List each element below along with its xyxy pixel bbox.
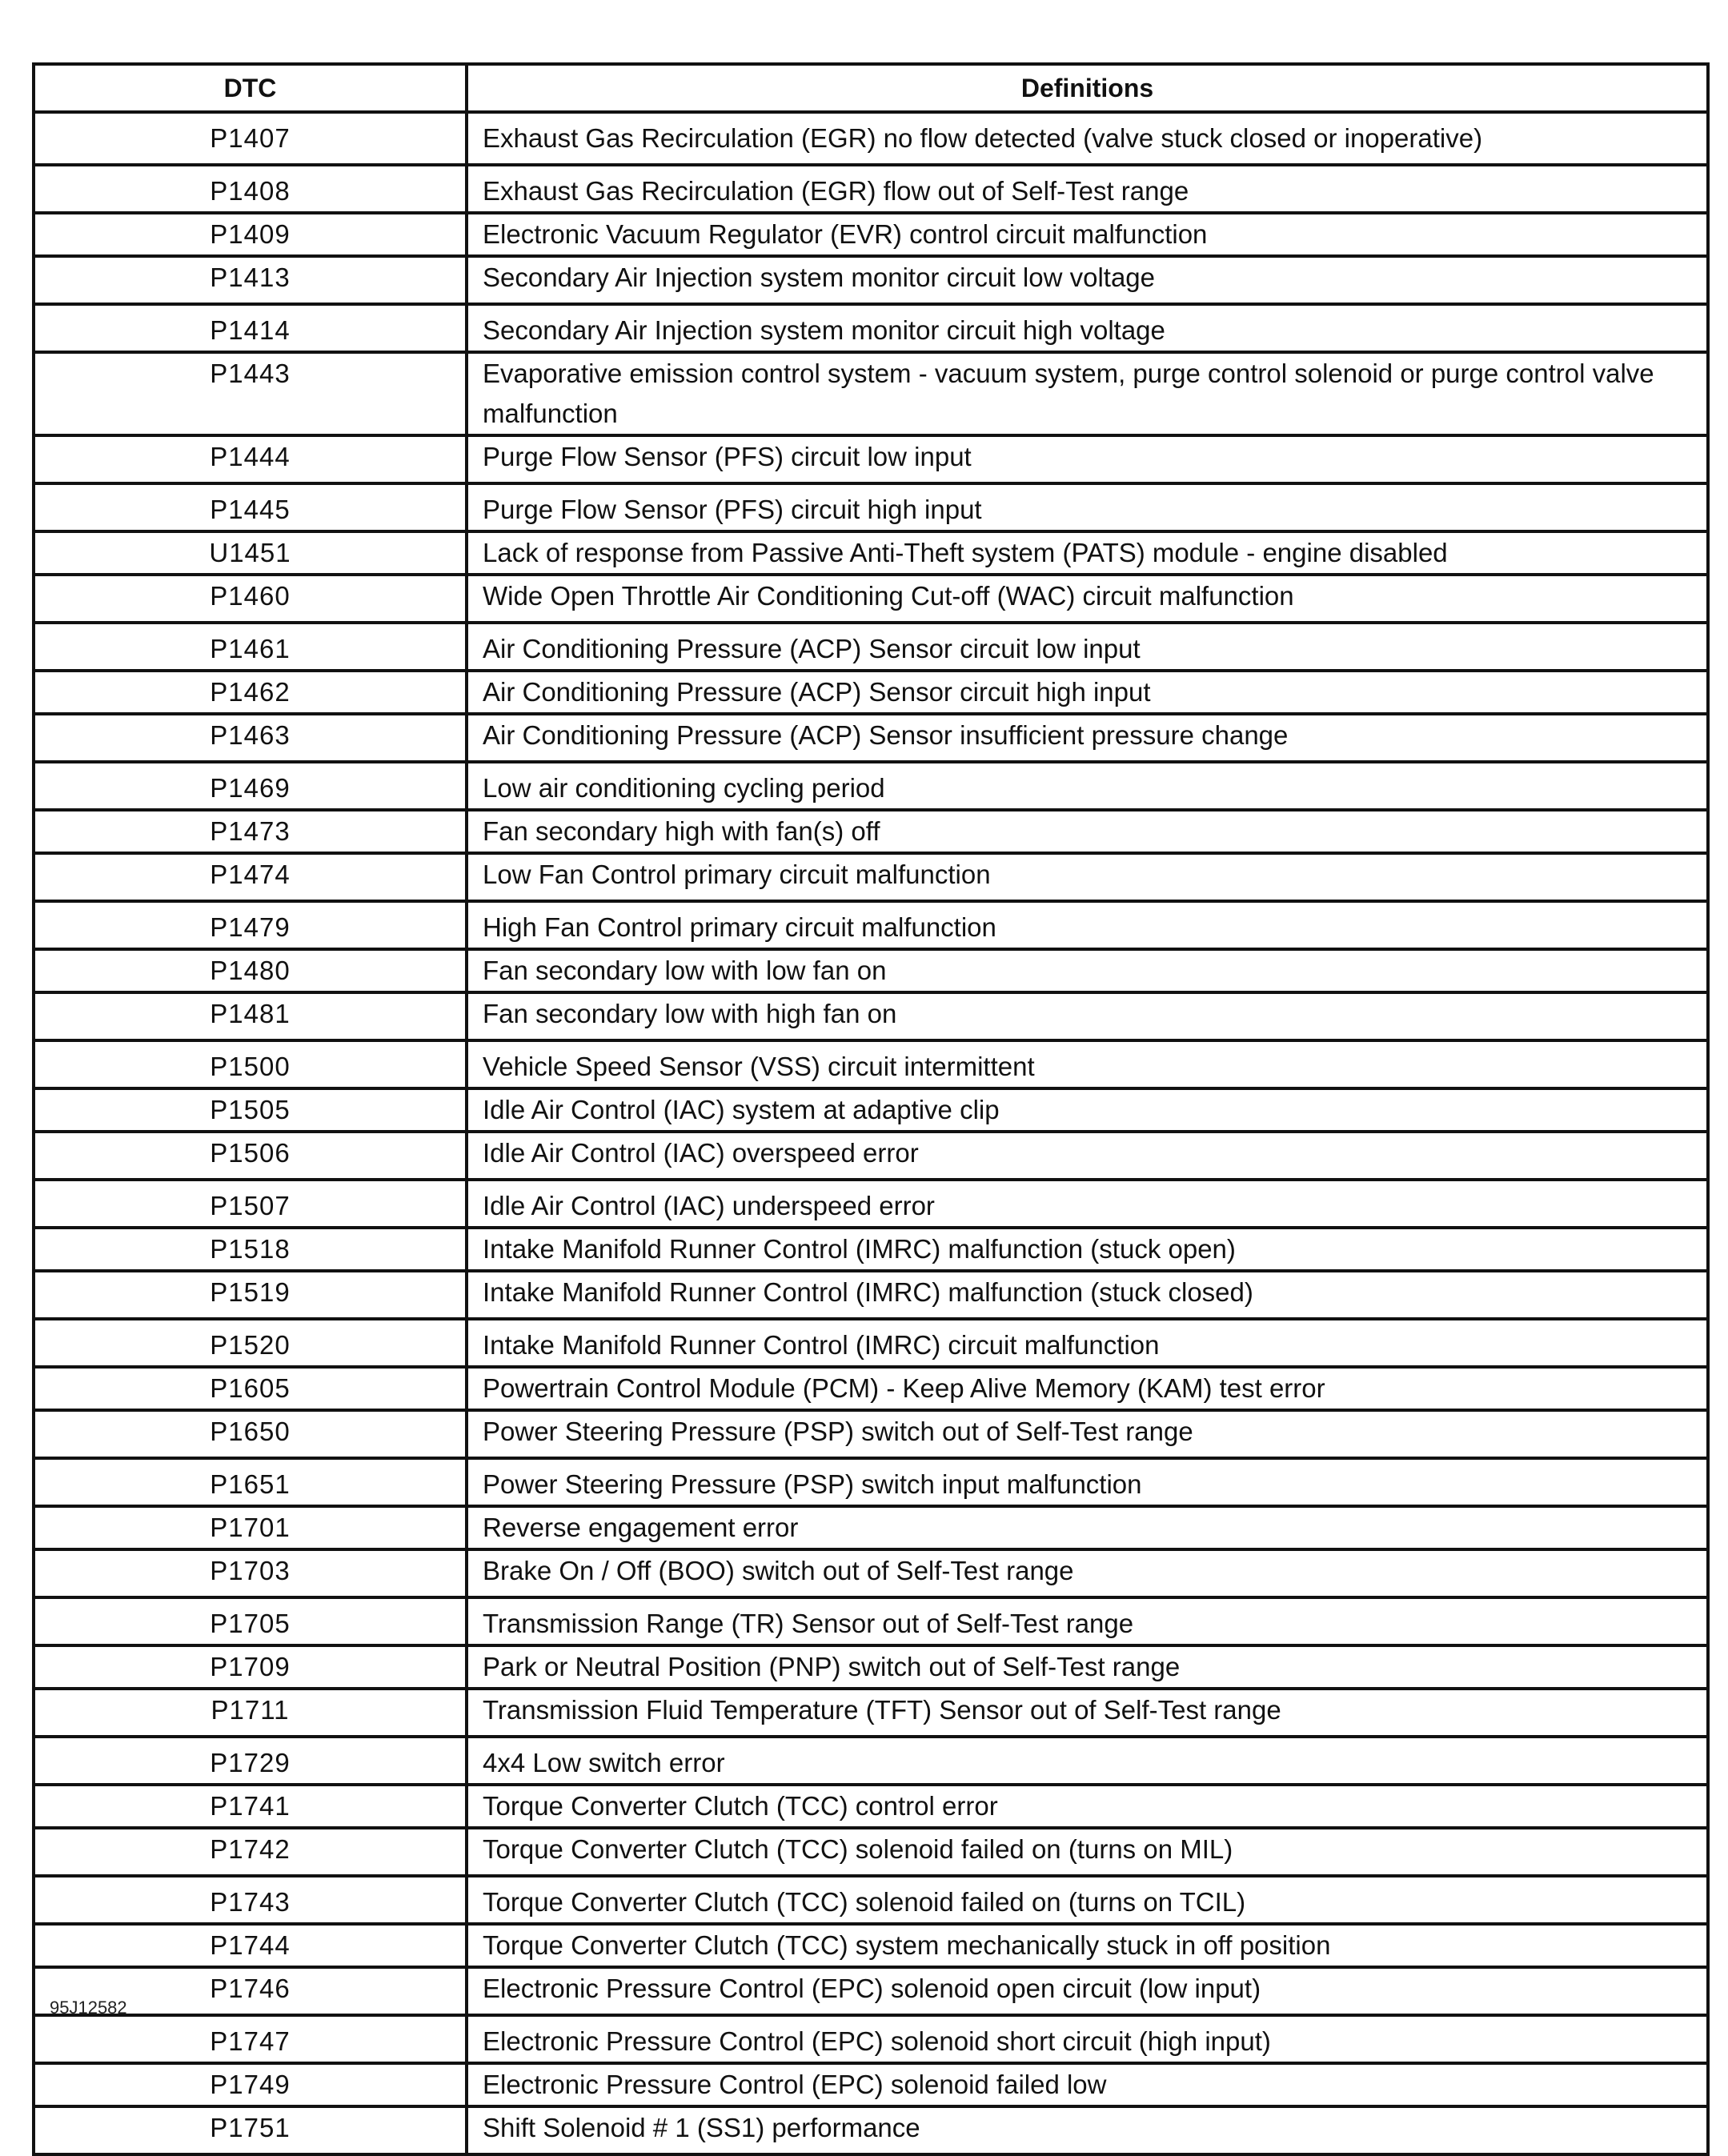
dtc-definition: Air Conditioning Pressure (ACP) Sensor circuit high input [467, 671, 1708, 714]
row-group [34, 304, 1708, 483]
table-row [34, 1132, 1708, 1180]
dtc-code: P1749 [34, 2063, 467, 2106]
dtc-code: U1451 [34, 531, 467, 575]
dtc-code: P1445 [34, 483, 467, 531]
table-row [34, 213, 1708, 256]
dtc-definition: Electronic Pressure Control (EPC) solenoid failed low [467, 2063, 1708, 2106]
table-row [34, 483, 1708, 531]
dtc-code: P1473 [34, 810, 467, 853]
dtc-definition: Torque Converter Clutch (TCC) solenoid failed on (turns on MIL) [467, 1828, 1708, 1876]
table-row [34, 1645, 1708, 1689]
dtc-definition: Torque Converter Clutch (TCC) system mechanically stuck in off position [467, 1924, 1708, 1967]
dtc-definition: Power Steering Pressure (PSP) switch out of Self-Test range [467, 1410, 1708, 1458]
table-row [34, 1228, 1708, 1271]
dtc-code: P1414 [34, 304, 467, 352]
dtc-definition: Idle Air Control (IAC) underspeed error [467, 1180, 1708, 1228]
table-row [34, 435, 1708, 483]
table-row [34, 1271, 1708, 1319]
table-row [34, 671, 1708, 714]
dtc-code: P1744 [34, 1924, 467, 1967]
dtc-definition: Park or Neutral Position (PNP) switch out of Self-Test range [467, 1645, 1708, 1689]
dtc-definition: Fan secondary low with high fan on [467, 992, 1708, 1040]
table-row [34, 1924, 1708, 1967]
dtc-code: P1443 [34, 352, 467, 435]
header-row [34, 64, 1708, 112]
dtc-definition: Fan secondary high with fan(s) off [467, 810, 1708, 853]
dtc-document [32, 62, 1706, 2156]
dtc-definition: Purge Flow Sensor (PFS) circuit low input [467, 435, 1708, 483]
table-row [34, 531, 1708, 575]
dtc-code: P1711 [34, 1689, 467, 1737]
dtc-definition: High Fan Control primary circuit malfunction [467, 901, 1708, 949]
dtc-definition: Torque Converter Clutch (TCC) solenoid failed on (turns on TCIL) [467, 1876, 1708, 1924]
dtc-definition: Electronic Vacuum Regulator (EVR) control circuit malfunction [467, 213, 1708, 256]
row-group [34, 1180, 1708, 1319]
dtc-definition: Evaporative emission control system - vacuum system, purge control solenoid or purge control valve malfunction [467, 352, 1708, 435]
dtc-code: P1463 [34, 714, 467, 762]
table-row [34, 112, 1708, 165]
dtc-definition: Electronic Pressure Control (EPC) solenoid short circuit (high input) [467, 2015, 1708, 2063]
dtc-definition: Lack of response from Passive Anti-Theft system (PATS) module - engine disabled [467, 531, 1708, 575]
table-row [34, 352, 1708, 435]
table-row [34, 714, 1708, 762]
dtc-code: P1413 [34, 256, 467, 304]
dtc-code: P1506 [34, 1132, 467, 1180]
dtc-definition: Vehicle Speed Sensor (VSS) circuit intermittent [467, 1040, 1708, 1088]
dtc-code: P1747 [34, 2015, 467, 2063]
table-row [34, 1040, 1708, 1088]
dtc-definition: Intake Manifold Runner Control (IMRC) malfunction (stuck open) [467, 1228, 1708, 1271]
figure-id: 95J12582 [50, 1998, 127, 2018]
dtc-definition: Electronic Pressure Control (EPC) solenoid open circuit (low input) [467, 1967, 1708, 2015]
table-row [34, 2015, 1708, 2063]
dtc-code: P1605 [34, 1367, 467, 1410]
table-row [34, 1410, 1708, 1458]
table-row [34, 1319, 1708, 1367]
table-row [34, 1967, 1708, 2015]
dtc-code: P1480 [34, 949, 467, 992]
dtc-code: P1751 [34, 2106, 467, 2154]
table-row [34, 901, 1708, 949]
dtc-code: P1651 [34, 1458, 467, 1506]
dtc-definition: Transmission Fluid Temperature (TFT) Sensor out of Self-Test range [467, 1689, 1708, 1737]
table-row [34, 1458, 1708, 1506]
dtc-table [32, 62, 1710, 2156]
dtc-definition: Brake On / Off (BOO) switch out of Self-Test range [467, 1549, 1708, 1597]
dtc-definition: Torque Converter Clutch (TCC) control error [467, 1785, 1708, 1828]
dtc-code: P1520 [34, 1319, 467, 1367]
dtc-definition: Air Conditioning Pressure (ACP) Sensor insufficient pressure change [467, 714, 1708, 762]
row-group [34, 1876, 1708, 2015]
header-definitions: Definitions [467, 64, 1708, 112]
dtc-code: P1507 [34, 1180, 467, 1228]
dtc-code: P1705 [34, 1597, 467, 1645]
row-group [34, 1597, 1708, 1737]
table-row [34, 1180, 1708, 1228]
dtc-definition: Powertrain Control Module (PCM) - Keep Alive Memory (KAM) test error [467, 1367, 1708, 1410]
table-row [34, 1737, 1708, 1785]
row-group [34, 901, 1708, 1040]
dtc-definition: Fan secondary low with low fan on [467, 949, 1708, 992]
row-group [34, 2015, 1708, 2154]
dtc-code: P1741 [34, 1785, 467, 1828]
table-row [34, 304, 1708, 352]
table-row [34, 165, 1708, 213]
dtc-code: P1474 [34, 853, 467, 901]
table-row [34, 623, 1708, 671]
dtc-code: P1408 [34, 165, 467, 213]
table-row [34, 1549, 1708, 1597]
dtc-code: P1469 [34, 762, 467, 810]
table-row [34, 1506, 1708, 1549]
dtc-definition: Reverse engagement error [467, 1506, 1708, 1549]
dtc-definition: Exhaust Gas Recirculation (EGR) no flow detected (valve stuck closed or inoperative) [467, 112, 1708, 165]
dtc-code: P1650 [34, 1410, 467, 1458]
dtc-definition: 4x4 Low switch error [467, 1737, 1708, 1785]
dtc-definition: Intake Manifold Runner Control (IMRC) malfunction (stuck closed) [467, 1271, 1708, 1319]
table-row [34, 1088, 1708, 1132]
row-group [34, 112, 1708, 165]
dtc-code: P1500 [34, 1040, 467, 1088]
row-group [34, 1737, 1708, 1876]
dtc-code: P1701 [34, 1506, 467, 1549]
row-group [34, 1040, 1708, 1180]
dtc-definition: Shift Solenoid # 1 (SS1) performance [467, 2106, 1708, 2154]
header-dtc: DTC [34, 64, 467, 112]
table-header [34, 64, 1708, 112]
dtc-definition: Idle Air Control (IAC) system at adaptive clip [467, 1088, 1708, 1132]
dtc-code: P1742 [34, 1828, 467, 1876]
dtc-definition: Intake Manifold Runner Control (IMRC) circuit malfunction [467, 1319, 1708, 1367]
table-row [34, 949, 1708, 992]
table-row [34, 575, 1708, 623]
dtc-definition: Low air conditioning cycling period [467, 762, 1708, 810]
dtc-code: P1409 [34, 213, 467, 256]
dtc-definition: Wide Open Throttle Air Conditioning Cut-off (WAC) circuit malfunction [467, 575, 1708, 623]
dtc-code: P1709 [34, 1645, 467, 1689]
dtc-definition: Secondary Air Injection system monitor circuit low voltage [467, 256, 1708, 304]
dtc-code: P1460 [34, 575, 467, 623]
dtc-code: P1444 [34, 435, 467, 483]
dtc-definition: Air Conditioning Pressure (ACP) Sensor circuit low input [467, 623, 1708, 671]
dtc-code: P1703 [34, 1549, 467, 1597]
dtc-code: P1407 [34, 112, 467, 165]
table-row [34, 853, 1708, 901]
table-row [34, 256, 1708, 304]
row-group [34, 623, 1708, 762]
table-row [34, 762, 1708, 810]
table-row [34, 1876, 1708, 1924]
table-row [34, 2063, 1708, 2106]
dtc-code: P1461 [34, 623, 467, 671]
dtc-definition: Purge Flow Sensor (PFS) circuit high input [467, 483, 1708, 531]
dtc-code: P1729 [34, 1737, 467, 1785]
dtc-definition: Secondary Air Injection system monitor circuit high voltage [467, 304, 1708, 352]
dtc-definition: Power Steering Pressure (PSP) switch input malfunction [467, 1458, 1708, 1506]
table-row [34, 1689, 1708, 1737]
dtc-definition: Exhaust Gas Recirculation (EGR) flow out of Self-Test range [467, 165, 1708, 213]
row-group [34, 483, 1708, 623]
table-row [34, 992, 1708, 1040]
dtc-code: P1505 [34, 1088, 467, 1132]
row-group [34, 762, 1708, 901]
table-row [34, 2106, 1708, 2154]
table-row [34, 1828, 1708, 1876]
dtc-code: P1519 [34, 1271, 467, 1319]
dtc-definition: Transmission Range (TR) Sensor out of Self-Test range [467, 1597, 1708, 1645]
row-group [34, 1319, 1708, 1458]
table-row [34, 1597, 1708, 1645]
dtc-code: P1746 [34, 1967, 467, 2015]
dtc-code: P1518 [34, 1228, 467, 1271]
dtc-code: P1743 [34, 1876, 467, 1924]
dtc-code: P1462 [34, 671, 467, 714]
row-group [34, 165, 1708, 304]
dtc-code: P1479 [34, 901, 467, 949]
table-row [34, 1785, 1708, 1828]
dtc-code: P1481 [34, 992, 467, 1040]
dtc-definition: Low Fan Control primary circuit malfunction [467, 853, 1708, 901]
table-row [34, 810, 1708, 853]
dtc-definition: Idle Air Control (IAC) overspeed error [467, 1132, 1708, 1180]
table-row [34, 1367, 1708, 1410]
row-group [34, 1458, 1708, 1597]
